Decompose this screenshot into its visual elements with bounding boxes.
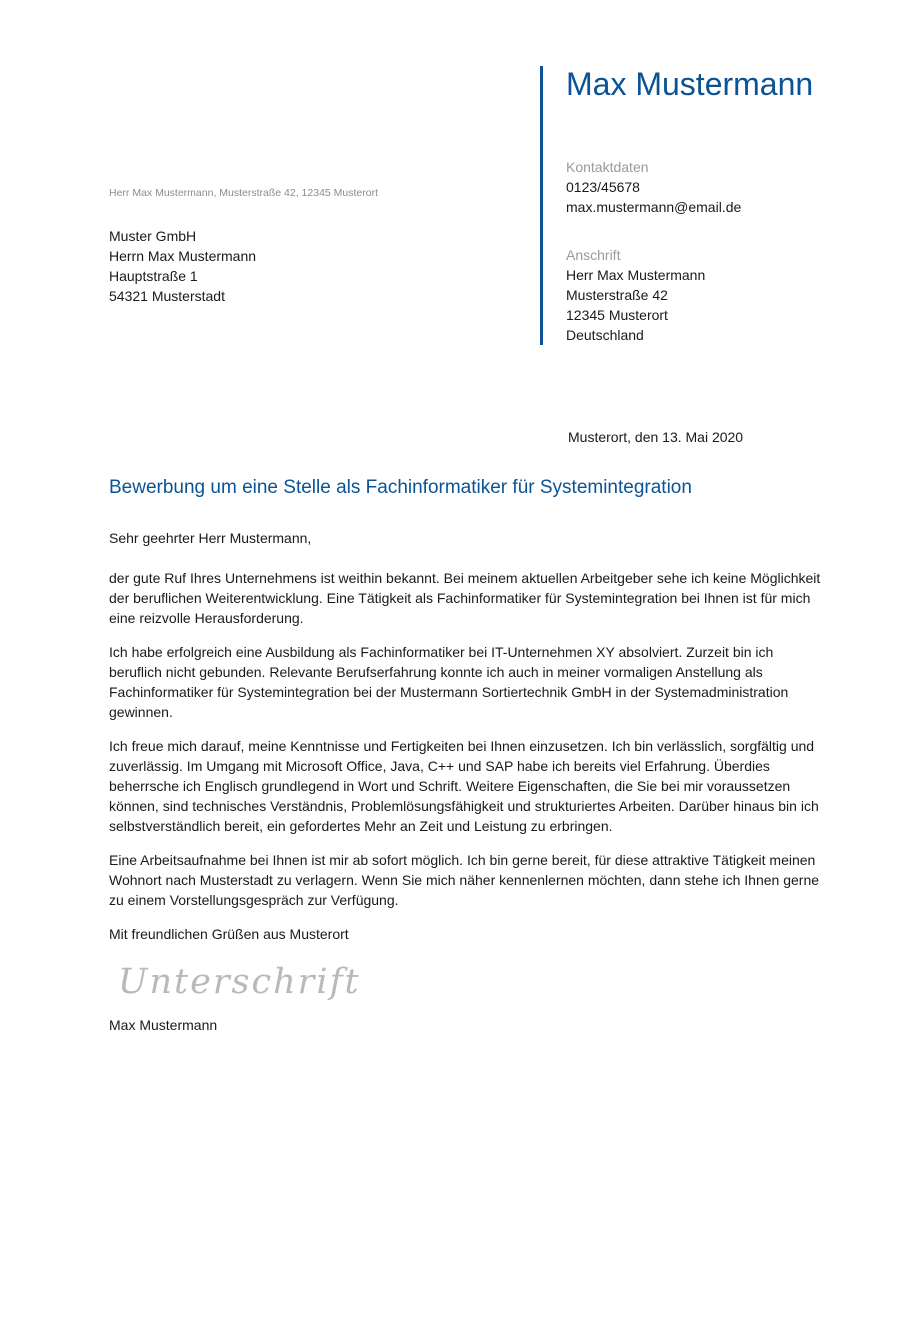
closing-text: Mit freundlichen Grüßen aus Musterort bbox=[109, 926, 349, 942]
sender-return-line: Herr Max Mustermann, Musterstraße 42, 12345 Musterort bbox=[109, 187, 379, 199]
header-accent-bar bbox=[540, 66, 543, 345]
salutation-text: Sehr geehrter Herr Mustermann, bbox=[109, 530, 312, 546]
contact-email: max.mustermann@email.de bbox=[566, 199, 742, 215]
address-line: Herr Max Mustermann bbox=[566, 267, 706, 283]
letter-subject: Bewerbung um eine Stelle als Fachinformatiker für Systemintegration bbox=[109, 477, 692, 498]
salutation bbox=[109, 528, 821, 548]
body-paragraph bbox=[109, 850, 821, 910]
recipient-line: Hauptstraße 1 bbox=[109, 268, 198, 284]
closing bbox=[109, 924, 821, 944]
signature-image: Unterschrift bbox=[118, 962, 361, 1002]
sender-name-heading: Max Mustermann bbox=[566, 66, 814, 102]
address-line: Musterstraße 42 bbox=[566, 287, 668, 303]
paragraph-text: Eine Arbeitsaufnahme bei Ihnen ist mir ab sofort möglich. Ich bin gerne bereit, für diese attraktive Tätigkeit meinen Wohnort nach Musterstadt zu verlagern. Wenn Sie mich näher kennenlernen möchten, dann stehe ich Ihnen gerne zu einem Vorstellungsgespräch zur Verfügung. bbox=[109, 852, 820, 908]
address-line: 12345 Musterort bbox=[566, 307, 668, 323]
recipient-line: Muster GmbH bbox=[109, 228, 197, 244]
contact-phone: 0123/45678 bbox=[566, 179, 640, 195]
contact-block bbox=[566, 157, 741, 217]
paragraph-text: Ich freue mich darauf, meine Kenntnisse und Fertigkeiten bei Ihnen einzusetzen. Ich bin verlässlich, sorgfältig und zuverlässig. Im Umgang mit Microsoft Office, Java, C++ und SAP habe ich bereits viel Erfahrung. Überdies beherrsche ich Englisch grundlegend in Wort und Schrift. Weitere Eigenschaften, die Sie bei mir voraussetzen können, sind technisches Verständnis, Problemlösungsfähigkeit und strukturiertes Arbeiten. Darüber hinaus bin ich selbstverständlich bereit, ein gefordertes Mehr an Zeit und Leistung zu erbringen. bbox=[109, 738, 819, 834]
recipient-line: Herrn Max Mustermann bbox=[109, 248, 257, 264]
contact-label: Kontaktdaten bbox=[566, 159, 649, 175]
body-paragraph bbox=[109, 568, 821, 628]
recipient-block bbox=[109, 226, 256, 306]
paragraph-text: Ich habe erfolgreich eine Ausbildung als Fachinformatiker bei IT-Unternehmen XY absolviert. Zurzeit bin ich beruflich nicht gebunden. Relevante Berufserfahrung konnte ich auch in meiner vormaligen Anstellung als Fachinformatiker für Systemintegration bei der Mustermann Sortiertechnik GmbH in der Systemadministration gewinnen. bbox=[109, 644, 789, 720]
address-line: Deutschland bbox=[566, 327, 644, 343]
paragraph-text: der gute Ruf Ihres Unternehmens ist weithin bekannt. Bei meinem aktuellen Arbeitgeber sehe ich keine Möglichkeit der beruflichen Weiterentwicklung. Eine Tätigkeit als Fachinformatiker für Systemintegration bei Ihnen ist für mich eine reizvolle Herausforderung. bbox=[109, 570, 821, 626]
signer-name: Max Mustermann bbox=[109, 1017, 218, 1033]
letter-date: Musterort, den 13. Mai 2020 bbox=[568, 429, 744, 445]
address-label: Anschrift bbox=[566, 247, 621, 263]
body-paragraph bbox=[109, 736, 821, 836]
body-paragraph bbox=[109, 642, 821, 722]
recipient-line: 54321 Musterstadt bbox=[109, 288, 225, 304]
address-block bbox=[566, 245, 705, 345]
